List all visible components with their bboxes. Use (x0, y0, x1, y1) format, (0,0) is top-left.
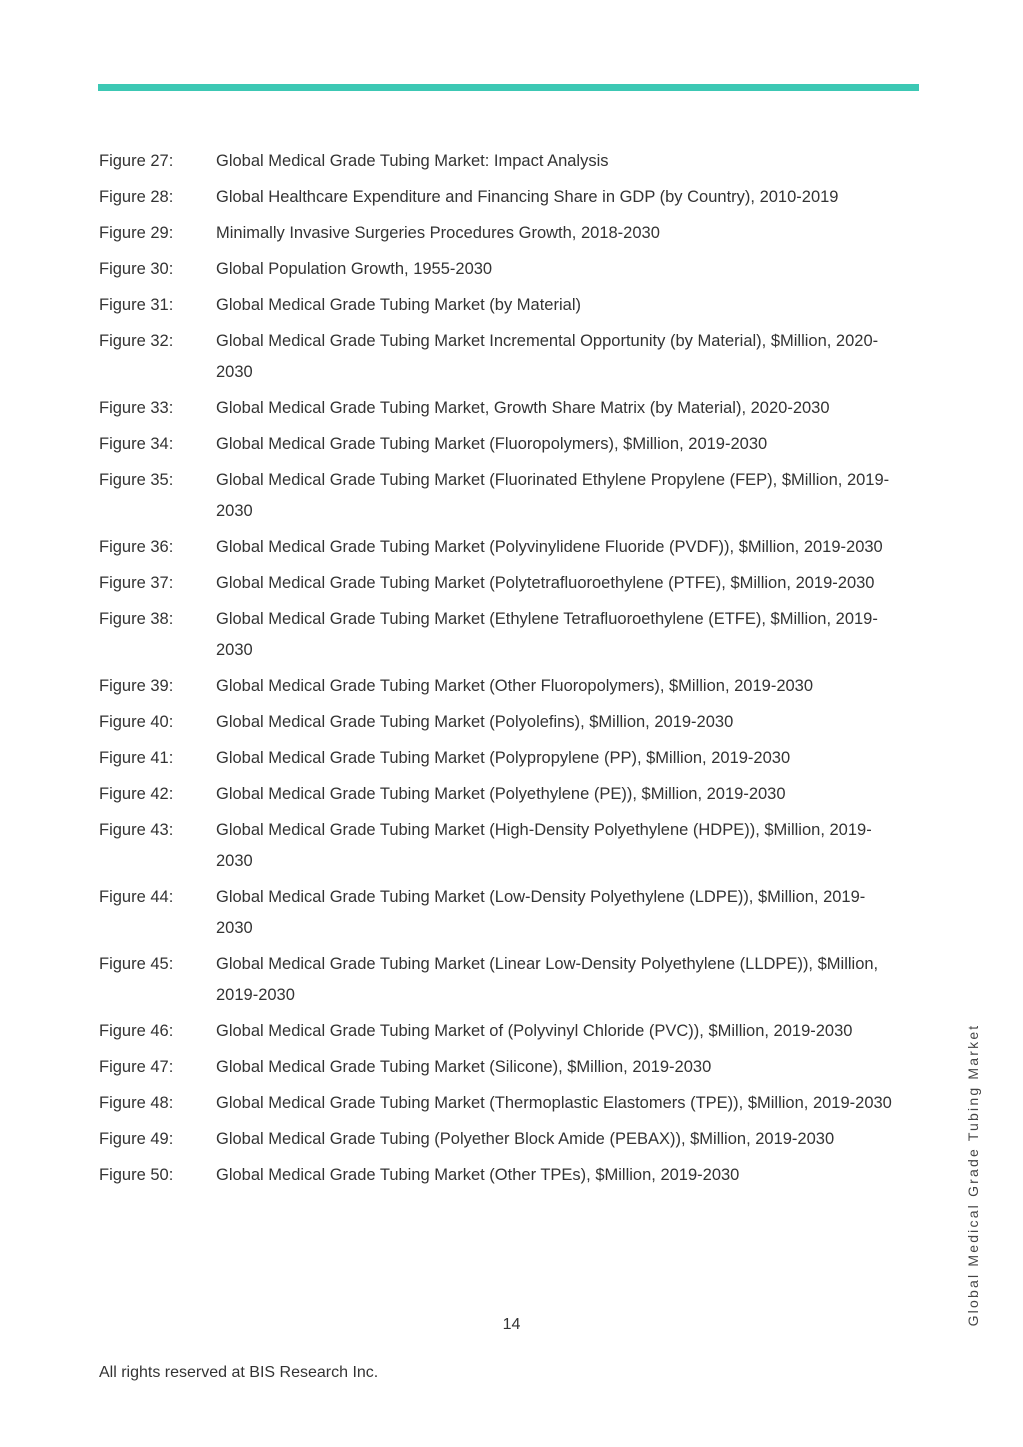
figure-title: Global Medical Grade Tubing (Polyether Block Amide (PEBAX)), $Million, 2019-2030 (216, 1130, 835, 1148)
list-item (99, 671, 899, 702)
list-item (99, 429, 899, 460)
figure-number: Figure 30: (99, 260, 174, 278)
figure-number: Figure 34: (99, 435, 174, 453)
list-item (99, 146, 899, 177)
figure-number: Figure 31: (99, 296, 174, 314)
figure-number: Figure 46: (99, 1022, 174, 1040)
figure-title: Global Medical Grade Tubing Market (Polypropylene (PP), $Million, 2019-2030 (216, 749, 791, 767)
figure-title: Global Medical Grade Tubing Market Incremental Opportunity (by Material), $Million, 2020-2030 (216, 332, 879, 381)
figure-number: Figure 49: (99, 1130, 174, 1148)
list-item (99, 882, 899, 944)
figure-number: Figure 38: (99, 610, 174, 628)
figure-title: Global Healthcare Expenditure and Financing Share in GDP (by Country), 2010-2019 (216, 188, 839, 206)
list-item (99, 290, 899, 321)
figure-title: Global Medical Grade Tubing Market: Impact Analysis (216, 152, 609, 170)
figure-title: Global Population Growth, 1955-2030 (216, 260, 493, 278)
figure-number: Figure 44: (99, 888, 174, 906)
list-of-figures (99, 146, 899, 1196)
figure-number: Figure 32: (99, 332, 174, 350)
list-item (99, 707, 899, 738)
list-item (99, 1088, 899, 1119)
figure-title: Global Medical Grade Tubing Market (Polyvinylidene Fluoride (PVDF)), $Million, 2019-2030 (216, 538, 883, 556)
figure-title: Global Medical Grade Tubing Market of (Polyvinyl Chloride (PVC)), $Million, 2019-2030 (216, 1022, 853, 1040)
figure-number: Figure 35: (99, 471, 174, 489)
figure-title: Global Medical Grade Tubing Market (Other TPEs), $Million, 2019-2030 (216, 1166, 740, 1184)
list-item (99, 1124, 899, 1155)
figure-number: Figure 42: (99, 785, 174, 803)
list-item (99, 532, 899, 563)
list-item (99, 218, 899, 249)
figure-title: Global Medical Grade Tubing Market (Fluoropolymers), $Million, 2019-2030 (216, 435, 768, 453)
figure-title: Global Medical Grade Tubing Market (High-Density Polyethylene (HDPE)), $Million, 2019-2030 (216, 821, 872, 870)
list-item (99, 1052, 899, 1083)
figure-number: Figure 48: (99, 1094, 174, 1112)
figure-title: Global Medical Grade Tubing Market (Ethylene Tetrafluoroethylene (ETFE), $Million, 2019-2030 (216, 610, 878, 659)
list-item (99, 568, 899, 599)
list-item (99, 779, 899, 810)
list-item (99, 326, 899, 388)
figure-number: Figure 47: (99, 1058, 174, 1076)
figure-number: Figure 33: (99, 399, 174, 417)
figure-number: Figure 50: (99, 1166, 174, 1184)
figure-title: Global Medical Grade Tubing Market (Polyethylene (PE)), $Million, 2019-2030 (216, 785, 786, 803)
figure-number: Figure 37: (99, 574, 174, 592)
figure-number: Figure 27: (99, 152, 174, 170)
list-item (99, 1160, 899, 1191)
figure-number: Figure 28: (99, 188, 174, 206)
figure-number: Figure 40: (99, 713, 174, 731)
figure-title: Global Medical Grade Tubing Market, Growth Share Matrix (by Material), 2020-2030 (216, 399, 830, 417)
list-item (99, 182, 899, 213)
figure-title: Global Medical Grade Tubing Market (Other Fluoropolymers), $Million, 2019-2030 (216, 677, 814, 695)
figure-number: Figure 43: (99, 821, 174, 839)
figure-number: Figure 29: (99, 224, 174, 242)
page-number: 14 (502, 1316, 521, 1333)
figure-title: Global Medical Grade Tubing Market (Polytetrafluoroethylene (PTFE), $Million, 2019-2030 (216, 574, 875, 592)
figure-title: Global Medical Grade Tubing Market (Fluorinated Ethylene Propylene (FEP), $Million, 2019-2030 (216, 471, 890, 520)
figure-title: Minimally Invasive Surgeries Procedures Growth, 2018-2030 (216, 224, 660, 242)
figure-title: Global Medical Grade Tubing Market (Thermoplastic Elastomers (TPE)), $Million, 2019-2030 (216, 1094, 892, 1112)
list-item (99, 743, 899, 774)
figure-number: Figure 45: (99, 955, 174, 973)
figure-title: Global Medical Grade Tubing Market (by Material) (216, 296, 581, 314)
figure-title: Global Medical Grade Tubing Market (Low-Density Polyethylene (LDPE)), $Million, 2019-2030 (216, 888, 866, 937)
list-item (99, 815, 899, 877)
list-item (99, 393, 899, 424)
list-item (99, 254, 899, 285)
figure-number: Figure 41: (99, 749, 174, 767)
figure-number: Figure 39: (99, 677, 174, 695)
figure-title: Global Medical Grade Tubing Market (Silicone), $Million, 2019-2030 (216, 1058, 712, 1076)
list-item (99, 1016, 899, 1047)
list-item (99, 949, 899, 1011)
figure-number: Figure 36: (99, 538, 174, 556)
list-item (99, 465, 899, 527)
figure-title: Global Medical Grade Tubing Market (Linear Low-Density Polyethylene (LLDPE)), $Million, 2019-2030 (216, 955, 879, 1004)
side-running-title: Global Medical Grade Tubing Market (965, 1023, 981, 1327)
copyright-footer: All rights reserved at BIS Research Inc. (99, 1364, 379, 1381)
header-accent-rule (98, 84, 919, 91)
list-item (99, 604, 899, 666)
figure-title: Global Medical Grade Tubing Market (Polyolefins), $Million, 2019-2030 (216, 713, 734, 731)
